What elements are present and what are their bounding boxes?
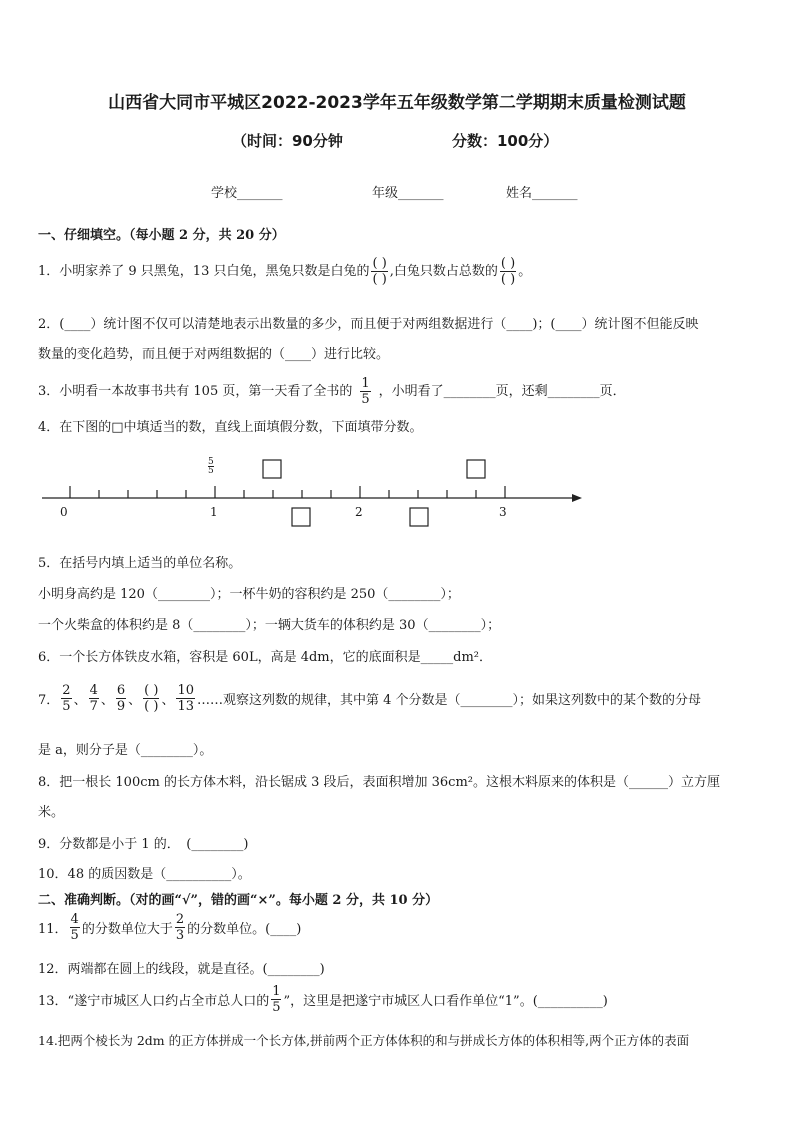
fraction-numerator: 4 — [70, 912, 79, 927]
number-line — [0, 450, 794, 530]
question-5-line1: 小明身高约是 120（________）；一杯牛奶的容积约是 250（________）； — [38, 587, 460, 602]
question-5-title: 5．在括号内填上适当的单位名称。 — [38, 556, 242, 571]
question-6: 6．一个长方体铁皮水箱，容积是 60L，高是 4dm，它的底面积是_____dm²． — [38, 650, 492, 665]
question-9: 9．分数都是小于 1 的． (________) — [38, 837, 249, 852]
q11-prefix: 11． — [38, 922, 68, 937]
q1-blank-fraction-2 — [500, 256, 516, 287]
fraction-denominator: 3 — [175, 928, 185, 943]
q13-text-a: 13．“遂宁市城区人口约占全市总人口的 — [38, 994, 270, 1009]
blank-numerator: ( ) — [372, 256, 387, 271]
question-8-line2: 米。 — [38, 805, 65, 820]
q11-fraction-2 — [175, 912, 185, 943]
section-1-heading: 一、仔细填空。（每小题 2 分，共 20 分） — [38, 228, 285, 243]
q11-text-c: 的分数单位。(____) — [187, 922, 302, 937]
question-12: 12．两端都在圆上的线段，就是直径。(________) — [38, 962, 325, 977]
number-line-ticks — [70, 486, 505, 498]
fraction-denominator: 13 — [177, 699, 195, 714]
blank-numerator: ( ) — [500, 256, 516, 271]
question-3 — [38, 376, 626, 407]
fraction-denominator: ( ) — [144, 699, 159, 714]
fraction-denominator: 7 — [89, 699, 98, 714]
page-title: 山西省大同市平城区2022-2023学年五年级数学第二学期期末质量检测试题 — [108, 93, 686, 113]
q13-text-b: ”，这里是把遂宁市城区人口看作单位“1”。(__________) — [283, 994, 608, 1009]
fraction-numerator: 2 — [175, 912, 185, 927]
fraction-denominator: 5 — [70, 928, 79, 943]
axis-label-1: 1 — [210, 505, 218, 519]
axis-label-0: 0 — [60, 505, 68, 519]
q7-prefix: 7． — [38, 693, 60, 708]
question-7 — [38, 683, 701, 714]
blank-denominator: ( ) — [500, 272, 516, 287]
school-field: 学校_______ — [211, 186, 283, 201]
separator: 、 — [100, 693, 114, 708]
name-field: 姓名_______ — [506, 186, 578, 201]
question-5-line2: 一个火柴盒的体积约是 8（________）；一辆大货车的体积约是 30（________）； — [38, 618, 501, 633]
q1-text-b: ,白兔只数占总数的 — [389, 264, 498, 279]
question-13 — [38, 984, 608, 1015]
q7-fraction-1 — [61, 683, 71, 714]
question-2-line1: 2．(____）统计图不仅可以清楚地表示出数量的多少，而且便于对两组数据进行（____)；(____）统计图不但能反映 — [38, 317, 699, 332]
question-14: 14.把两个棱长为 2dm 的正方体拼成一个长方体,拼前两个正方体体积的和与拼成长方体的体积相等,两个正方体的表面 — [38, 1033, 690, 1048]
fraction-denominator: 5 — [208, 466, 214, 476]
q11-fraction-1 — [70, 912, 80, 943]
question-1 — [38, 256, 531, 287]
q11-text-b: 的分数单位大于 — [81, 922, 173, 937]
separator: 、 — [128, 693, 142, 708]
answer-box-above-1 — [263, 460, 281, 478]
fraction-numerator: 10 — [177, 683, 195, 698]
fraction-denominator: 5 — [272, 1000, 281, 1015]
question-8-line1: 8．把一根长 100cm 的长方体木料，沿长锯成 3 段后，表面积增加 36cm²。这根木料原来的体积是（______）立方厘 — [38, 775, 720, 790]
axis-label-3: 3 — [499, 505, 507, 519]
fraction-numerator: 4 — [89, 683, 98, 698]
question-10: 10．48 的质因数是（__________）。 — [38, 867, 251, 882]
q1-text-a: 1．小明家养了 9 只黑兔，13 只白兔，黑兔只数是白兔的 — [38, 264, 370, 279]
question-11 — [38, 912, 301, 943]
q1-blank-fraction-1 — [371, 256, 387, 287]
answer-box-below-2 — [410, 508, 428, 526]
q3-text-a: 3．小明看一本故事书共有 105 页，第一天看了全书的 — [38, 384, 353, 399]
q7-fraction-4 — [143, 683, 159, 714]
exam-score: 分数：100分） — [452, 132, 559, 150]
axis-label-2: 2 — [355, 505, 363, 519]
grade-field: 年级_______ — [372, 186, 444, 201]
separator: 、 — [161, 693, 175, 708]
question-2-line2: 数量的变化趋势，而且便于对两组数据的（____）进行比较。 — [38, 347, 390, 362]
section-2-heading: 二、准确判断。（对的画“√”，错的画“×”。每小题 2 分，共 10 分） — [38, 893, 439, 908]
fraction-numerator: 2 — [62, 683, 71, 698]
answer-box-below-1 — [292, 508, 310, 526]
separator: 、 — [73, 693, 87, 708]
axis-fraction-label — [208, 458, 214, 475]
fraction-denominator: 9 — [116, 699, 126, 714]
exam-time: （时间：90分钟 — [232, 132, 343, 150]
q7-text: ……观察这列数的规律，其中第 4 个分数是（________）；如果这列数中的某个数的分母 — [197, 693, 702, 708]
q13-fraction — [271, 984, 281, 1015]
fraction-denominator: 5 — [361, 392, 370, 407]
fraction-numerator: ( ) — [144, 683, 159, 698]
q7-fraction-2 — [89, 683, 99, 714]
q7-fraction-5 — [176, 683, 195, 714]
q3-fraction — [360, 376, 370, 407]
q7-fraction-3 — [116, 683, 126, 714]
fraction-numerator: 1 — [272, 984, 281, 999]
fraction-numerator: 5 — [208, 457, 214, 467]
question-4: 4．在下图的□中填适当的数，直线上面填假分数，下面填带分数。 — [38, 420, 423, 435]
blank-denominator: ( ) — [372, 272, 387, 287]
fraction-numerator: 6 — [116, 683, 126, 698]
fraction-denominator: 5 — [62, 699, 71, 714]
q3-text-b: ，小明看了________页，还剩________页． — [378, 384, 626, 399]
question-7-line2: 是 a，则分子是（________）。 — [38, 743, 213, 758]
arrow-head-icon — [572, 494, 582, 502]
q1-text-c: 。 — [518, 264, 532, 279]
fraction-numerator: 1 — [361, 376, 370, 391]
answer-box-above-2 — [467, 460, 485, 478]
